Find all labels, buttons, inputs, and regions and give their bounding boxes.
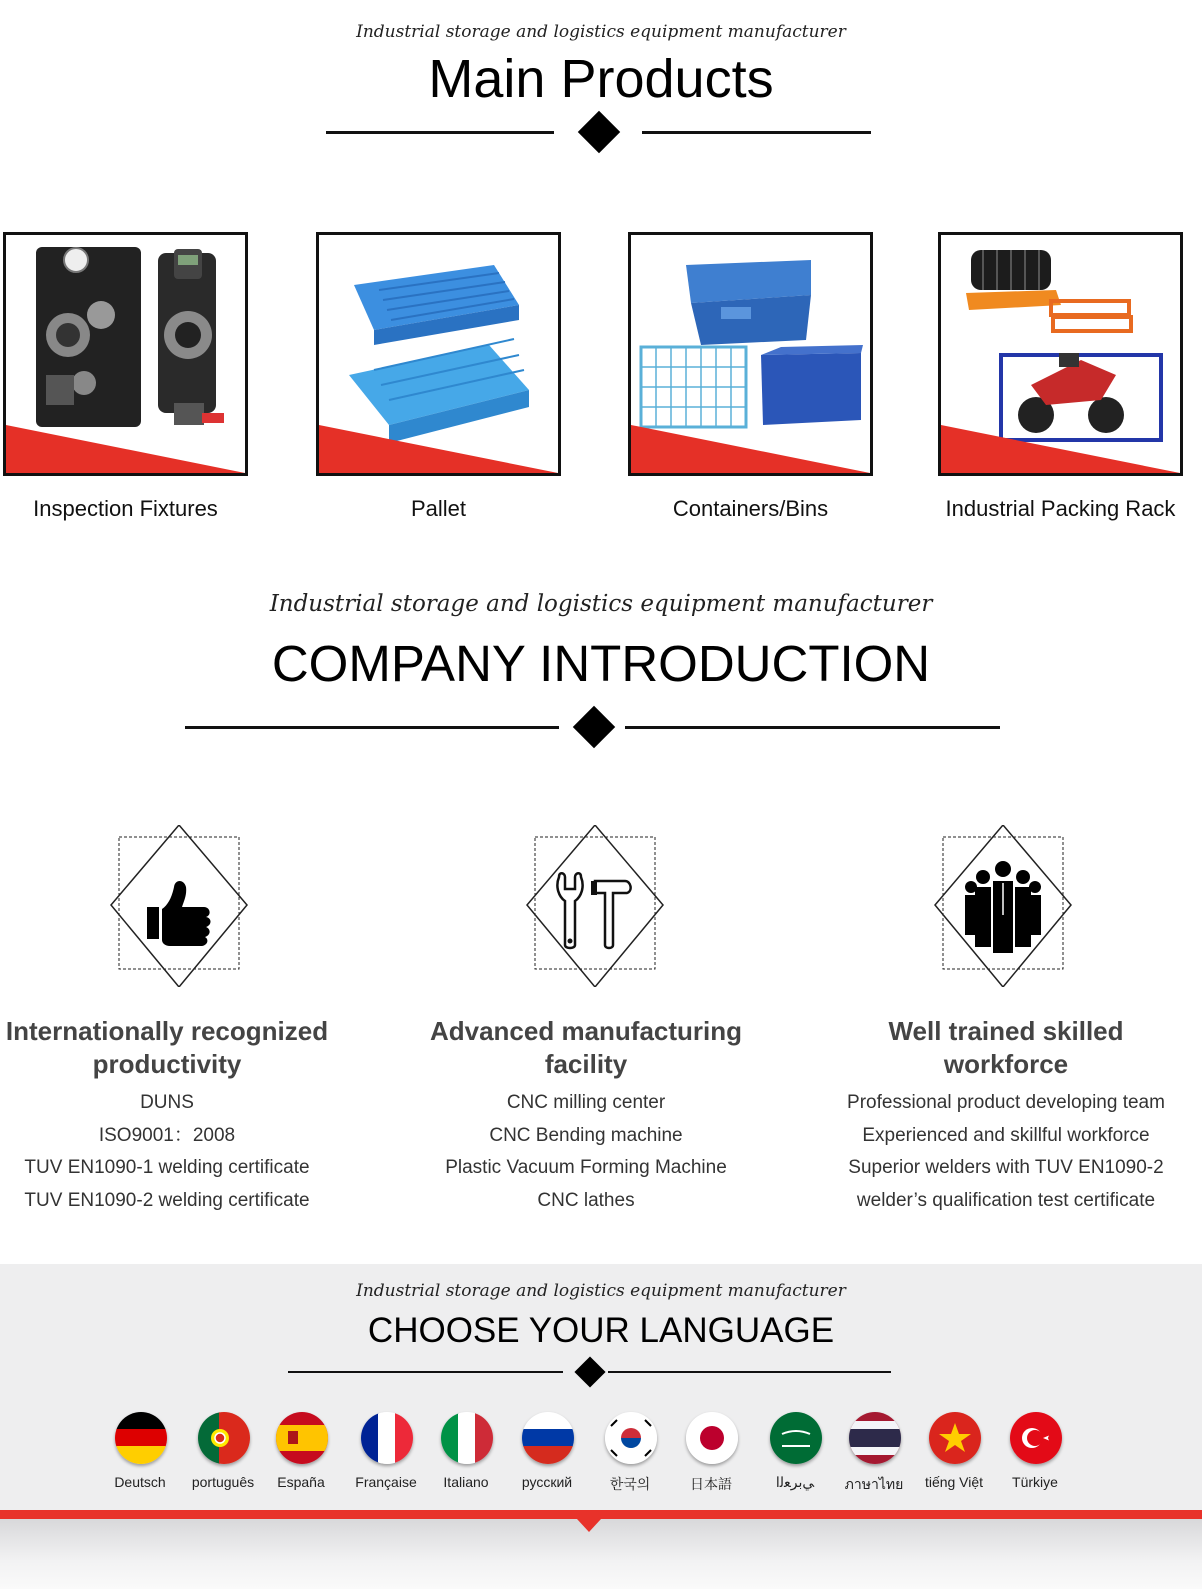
- language-deutsch[interactable]: Deutsch: [100, 1412, 180, 1492]
- korea-flag-icon[interactable]: [605, 1412, 657, 1464]
- france-flag-icon[interactable]: [361, 1412, 413, 1464]
- language-arabic[interactable]: ﻲﺑﺮﻌﻟا: [755, 1412, 835, 1492]
- containers-photo[interactable]: [628, 232, 873, 476]
- germany-flag-icon[interactable]: [115, 1412, 167, 1464]
- company-divider: [185, 707, 1000, 747]
- vietnam-flag-icon[interactable]: [929, 1412, 981, 1464]
- japan-flag-icon[interactable]: [686, 1412, 738, 1464]
- product-label[interactable]: Inspection Fixtures: [33, 496, 218, 521]
- product-label[interactable]: Containers/Bins: [672, 496, 829, 521]
- footer-accent-bar: [0, 1510, 1202, 1519]
- language-tagline: Industrial storage and logistics equipment manufacturer: [356, 1281, 846, 1301]
- feature-lines: CNC milling center CNC Bending machine Plastic Vacuum Forming Machine CNC lathes: [445, 1092, 727, 1211]
- main-products-title: Main Products: [428, 49, 774, 109]
- language-title: CHOOSE YOUR LANGUAGE: [367, 1311, 835, 1350]
- team-icon: [923, 825, 1083, 987]
- company-tagline: Industrial storage and logistics equipment manufacturer: [269, 591, 933, 617]
- pallet-photo[interactable]: [316, 232, 561, 476]
- inspection-fixture-photo[interactable]: [3, 232, 248, 476]
- language-espana[interactable]: España: [261, 1412, 341, 1492]
- language-russkiy[interactable]: русский: [507, 1412, 587, 1492]
- language-turkiye[interactable]: Türkiye: [995, 1412, 1075, 1492]
- language-japanese[interactable]: 日本語: [671, 1412, 751, 1492]
- product-label[interactable]: Industrial Packing Rack: [945, 496, 1176, 521]
- language-vietnamese[interactable]: tiếng Việt: [914, 1412, 994, 1492]
- product-label[interactable]: Pallet: [410, 496, 467, 521]
- divider-diamond-icon: [578, 111, 620, 153]
- feature-lines: Professional product developing team Experienced and skillful workforce Superior welders with TUV EN1090-2 welder’s qualification test certificate: [847, 1092, 1165, 1211]
- language-portugues[interactable]: português: [183, 1412, 263, 1492]
- turkey-flag-icon[interactable]: [1010, 1412, 1062, 1464]
- tools-icon: [515, 825, 675, 987]
- packing-rack-photo[interactable]: [938, 232, 1183, 476]
- feature-title: Internationally recognized productivity: [5, 1016, 329, 1079]
- feature-title: Advanced manufacturing facility: [429, 1016, 743, 1079]
- feature-lines: DUNS ISO9001：2008 TUV EN1090-1 welding certificate TUV EN1090-2 welding certificate: [24, 1092, 310, 1211]
- footer-shadow: [0, 1519, 1202, 1589]
- company-title: COMPANY INTRODUCTION: [271, 635, 931, 692]
- main-products-divider: [326, 112, 871, 152]
- language-divider: [288, 1352, 891, 1392]
- spain-flag-icon[interactable]: [276, 1412, 328, 1464]
- language-korean[interactable]: 한국의: [590, 1412, 670, 1492]
- russia-flag-icon[interactable]: [522, 1412, 574, 1464]
- feature-title: Well trained skilled workforce: [888, 1016, 1124, 1079]
- italy-flag-icon[interactable]: [441, 1412, 493, 1464]
- thumbs-up-icon: [99, 825, 259, 987]
- footer-arrow-icon: [577, 1519, 601, 1532]
- main-products-tagline: Industrial storage and logistics equipment manufacturer: [356, 22, 846, 42]
- language-flags: [0, 1412, 1202, 1492]
- thailand-flag-icon[interactable]: [849, 1412, 901, 1464]
- divider-diamond-icon: [573, 706, 615, 748]
- portugal-flag-icon[interactable]: [198, 1412, 250, 1464]
- language-thai[interactable]: ภาษาไทย: [834, 1412, 914, 1492]
- language-italiano[interactable]: Italiano: [426, 1412, 506, 1492]
- language-francaise[interactable]: Française: [346, 1412, 426, 1492]
- divider-diamond-icon: [574, 1356, 605, 1387]
- saudi-flag-icon[interactable]: [770, 1412, 822, 1464]
